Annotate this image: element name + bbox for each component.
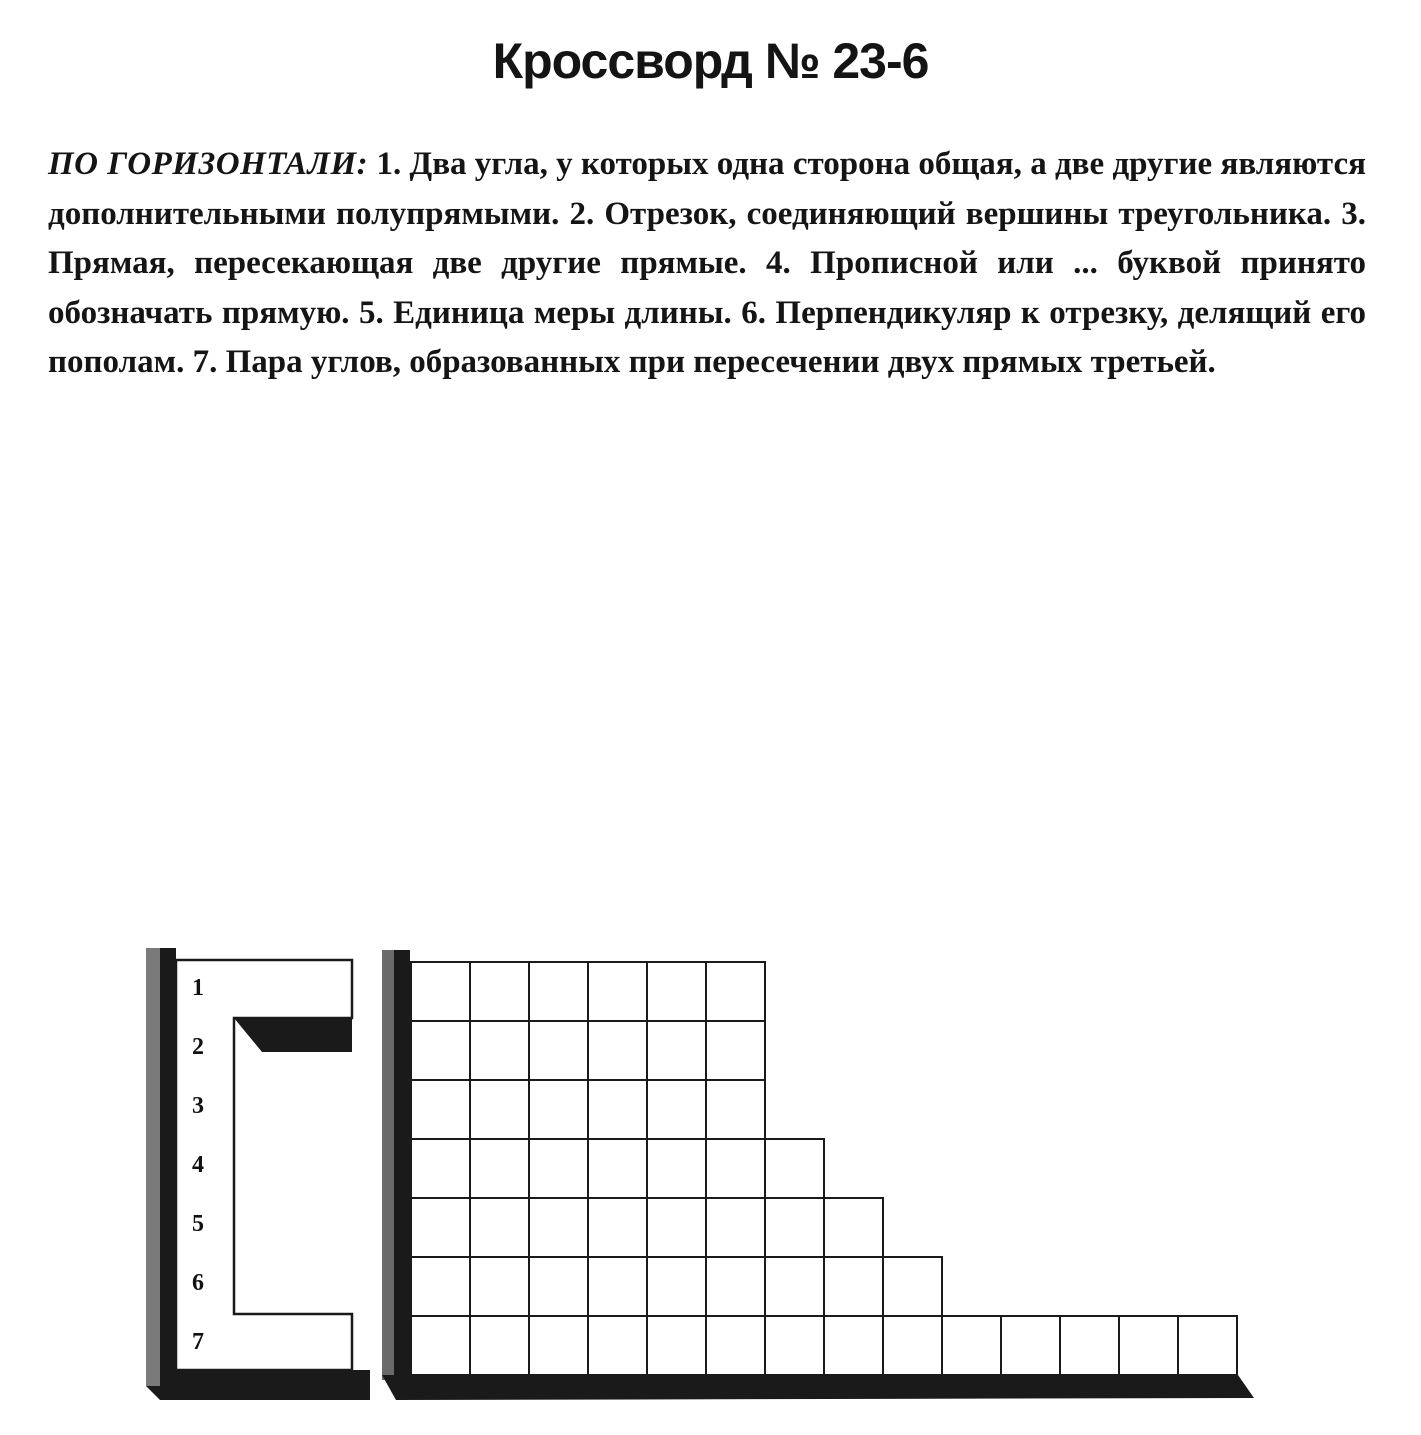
grid-cell[interactable]	[528, 1256, 589, 1317]
grid-cell[interactable]	[587, 1138, 648, 1199]
grid-cell[interactable]	[823, 1315, 884, 1376]
grid-cell[interactable]	[705, 1079, 766, 1140]
grid-cell[interactable]	[646, 1138, 707, 1199]
grid-cell[interactable]	[528, 1020, 589, 1081]
clue-5: 5. Единица меры длины.	[358, 294, 732, 331]
grid-cell[interactable]	[646, 1197, 707, 1258]
grid-cell[interactable]	[587, 1079, 648, 1140]
grid-cell[interactable]	[528, 1079, 589, 1140]
grid-cell[interactable]	[882, 1315, 943, 1376]
grid-cell[interactable]	[587, 1315, 648, 1376]
grid-cell[interactable]	[410, 1315, 471, 1376]
row-label: 6	[192, 1270, 204, 1296]
grid-cell[interactable]	[646, 1315, 707, 1376]
grid-cell[interactable]	[764, 1138, 825, 1199]
clue-3: 3. Прямая, пересекающая две другие прямые.	[48, 195, 1366, 281]
grid-cell[interactable]	[941, 1315, 1002, 1376]
grid-cell[interactable]	[705, 1197, 766, 1258]
clue-7: 7. Пара углов, образованных при пересечении двух прямых третьей.	[192, 344, 1216, 380]
grid-cell[interactable]	[528, 1138, 589, 1199]
row-label: 1	[192, 975, 204, 1001]
grid-cell[interactable]	[1000, 1315, 1061, 1376]
row-label: 3	[192, 1093, 204, 1119]
clues-heading: ПО ГОРИЗОНТАЛИ:	[48, 146, 369, 182]
row-label: 5	[192, 1211, 204, 1237]
grid-cell[interactable]	[469, 1256, 530, 1317]
grid-cell[interactable]	[410, 1138, 471, 1199]
grid-cell[interactable]	[705, 1020, 766, 1081]
grid-cell[interactable]	[646, 1256, 707, 1317]
clue-1: 1. Два угла, у которых одна сторона общая, а две другие являются дополнительными полупрямыми.	[48, 146, 1366, 232]
clue-2: 2. Отрезок, соединяющий вершины треугольника.	[569, 195, 1332, 232]
grid-cell[interactable]	[823, 1197, 884, 1258]
grid-cell[interactable]	[528, 961, 589, 1022]
grid-cell[interactable]	[410, 1020, 471, 1081]
grid-cell[interactable]	[410, 1256, 471, 1317]
grid-cell[interactable]	[587, 1256, 648, 1317]
grid-cell[interactable]	[705, 961, 766, 1022]
grid-cell[interactable]	[1177, 1315, 1238, 1376]
grid-cell[interactable]	[469, 1020, 530, 1081]
grid-cell[interactable]	[823, 1256, 884, 1317]
grid-cell[interactable]	[705, 1315, 766, 1376]
clue-6: 6. Перпендикуляр к отрезку, делящий его пополам.	[48, 294, 1367, 380]
grid-cell[interactable]	[469, 961, 530, 1022]
grid-cell[interactable]	[705, 1256, 766, 1317]
row-label: 4	[192, 1152, 204, 1178]
grid-cell[interactable]	[764, 1256, 825, 1317]
grid-cell[interactable]	[646, 1020, 707, 1081]
grid-cell[interactable]	[1118, 1315, 1179, 1376]
grid-cell[interactable]	[882, 1256, 943, 1317]
grid-cell[interactable]	[646, 1079, 707, 1140]
grid-cell[interactable]	[469, 1079, 530, 1140]
grid-cell[interactable]	[705, 1138, 766, 1199]
grid-cell[interactable]	[410, 961, 471, 1022]
crossword-title: Кроссворд № 23-6	[492, 33, 929, 89]
grid-cell[interactable]	[646, 961, 707, 1022]
grid-cell[interactable]	[469, 1138, 530, 1199]
grid-cell[interactable]	[410, 1079, 471, 1140]
grid-cell[interactable]	[1059, 1315, 1120, 1376]
grid-cell[interactable]	[764, 1315, 825, 1376]
grid-cell[interactable]	[587, 961, 648, 1022]
grid-cell[interactable]	[587, 1020, 648, 1081]
grid-cell[interactable]	[469, 1197, 530, 1258]
clue-4: 4. Прописной или ... буквой принято обозначать прямую.	[48, 245, 1367, 331]
row-label: 7	[192, 1329, 204, 1355]
grid-cell[interactable]	[587, 1197, 648, 1258]
row-label: 2	[192, 1034, 204, 1060]
grid-cell[interactable]	[528, 1315, 589, 1376]
grid-cell[interactable]	[469, 1315, 530, 1376]
grid-cell[interactable]	[764, 1197, 825, 1258]
grid-cell[interactable]	[410, 1197, 471, 1258]
grid-cell[interactable]	[528, 1197, 589, 1258]
